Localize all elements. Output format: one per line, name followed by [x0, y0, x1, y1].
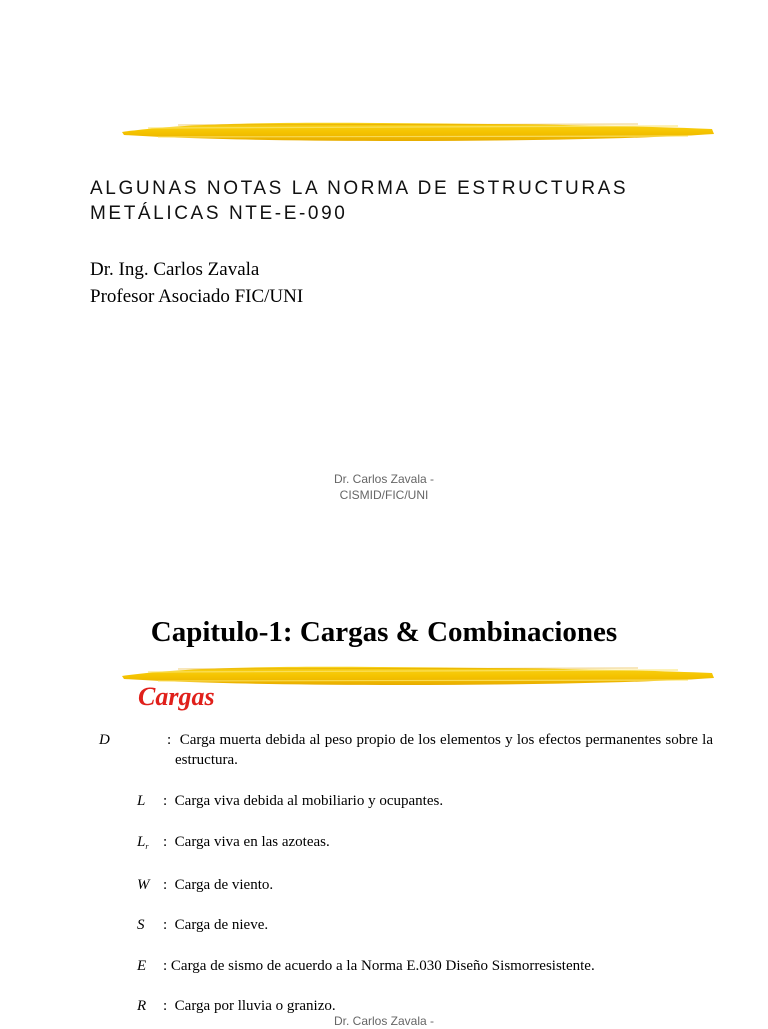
definition-text: Carga muerta debida al peso propio de los elementos y los efectos permanentes sobre la estructura. — [175, 732, 713, 768]
definition-subscript: r — [145, 842, 149, 851]
definition-text: Carga de sismo de acuerdo a la Norma E.030 Diseño Sismorresistente. — [170, 958, 595, 974]
definition-text: Carga de nieve. — [174, 917, 269, 933]
definition-wind-load — [137, 875, 713, 895]
definition-text: Carga viva debida al mobiliario y ocupantes. — [174, 793, 444, 809]
definition-text: Carga por lluvia o granizo. — [174, 998, 336, 1014]
definition-symbol: R — [137, 998, 147, 1014]
chapter-title: Capitulo-1: Cargas & Combinaciones — [150, 616, 618, 648]
author-name: Dr. Ing. Carlos Zavala — [90, 259, 260, 280]
definition-symbol: L — [137, 834, 146, 850]
section-title: Cargas — [138, 682, 215, 711]
definition-dead-load — [99, 730, 713, 770]
definition-separator: : — [163, 834, 168, 850]
definition-separator: : — [163, 998, 168, 1014]
definition-symbol: D — [99, 732, 110, 748]
highlighter-stroke — [118, 116, 718, 148]
title-line-1: ALGUNAS NOTAS LA NORMA DE ESTRUCTURAS — [90, 178, 629, 199]
definition-symbol: S — [137, 917, 145, 933]
definition-symbol: W — [137, 877, 150, 893]
presentation-title — [90, 176, 628, 226]
definition-separator: : — [163, 793, 168, 809]
slide-2 — [0, 576, 768, 1028]
definition-separator: : — [167, 732, 172, 748]
definition-separator: : — [163, 958, 168, 974]
definition-text: Carga de viento. — [174, 877, 274, 893]
slide-footer — [0, 471, 768, 503]
footer-line-2: CISMID/FIC/UNI — [339, 488, 429, 502]
definition-roof-live-load — [137, 832, 713, 857]
slide-footer — [0, 1013, 768, 1029]
definition-text: Carga viva en las azoteas. — [174, 834, 330, 850]
definition-symbol: E — [137, 958, 147, 974]
author-block — [90, 256, 303, 310]
definition-separator: : — [163, 917, 168, 933]
definition-separator: : — [163, 877, 168, 893]
definition-symbol: L — [137, 793, 146, 809]
author-position: Profesor Asociado FIC/UNI — [90, 286, 304, 307]
title-line-2: METÁLICAS NTE-E-090 — [90, 203, 348, 224]
footer-line-1: Dr. Carlos Zavala - — [333, 1014, 435, 1028]
definition-live-load — [137, 791, 713, 811]
definition-seismic-load — [137, 956, 713, 976]
footer-line-1: Dr. Carlos Zavala - — [333, 472, 435, 486]
definition-snow-load — [137, 915, 713, 935]
